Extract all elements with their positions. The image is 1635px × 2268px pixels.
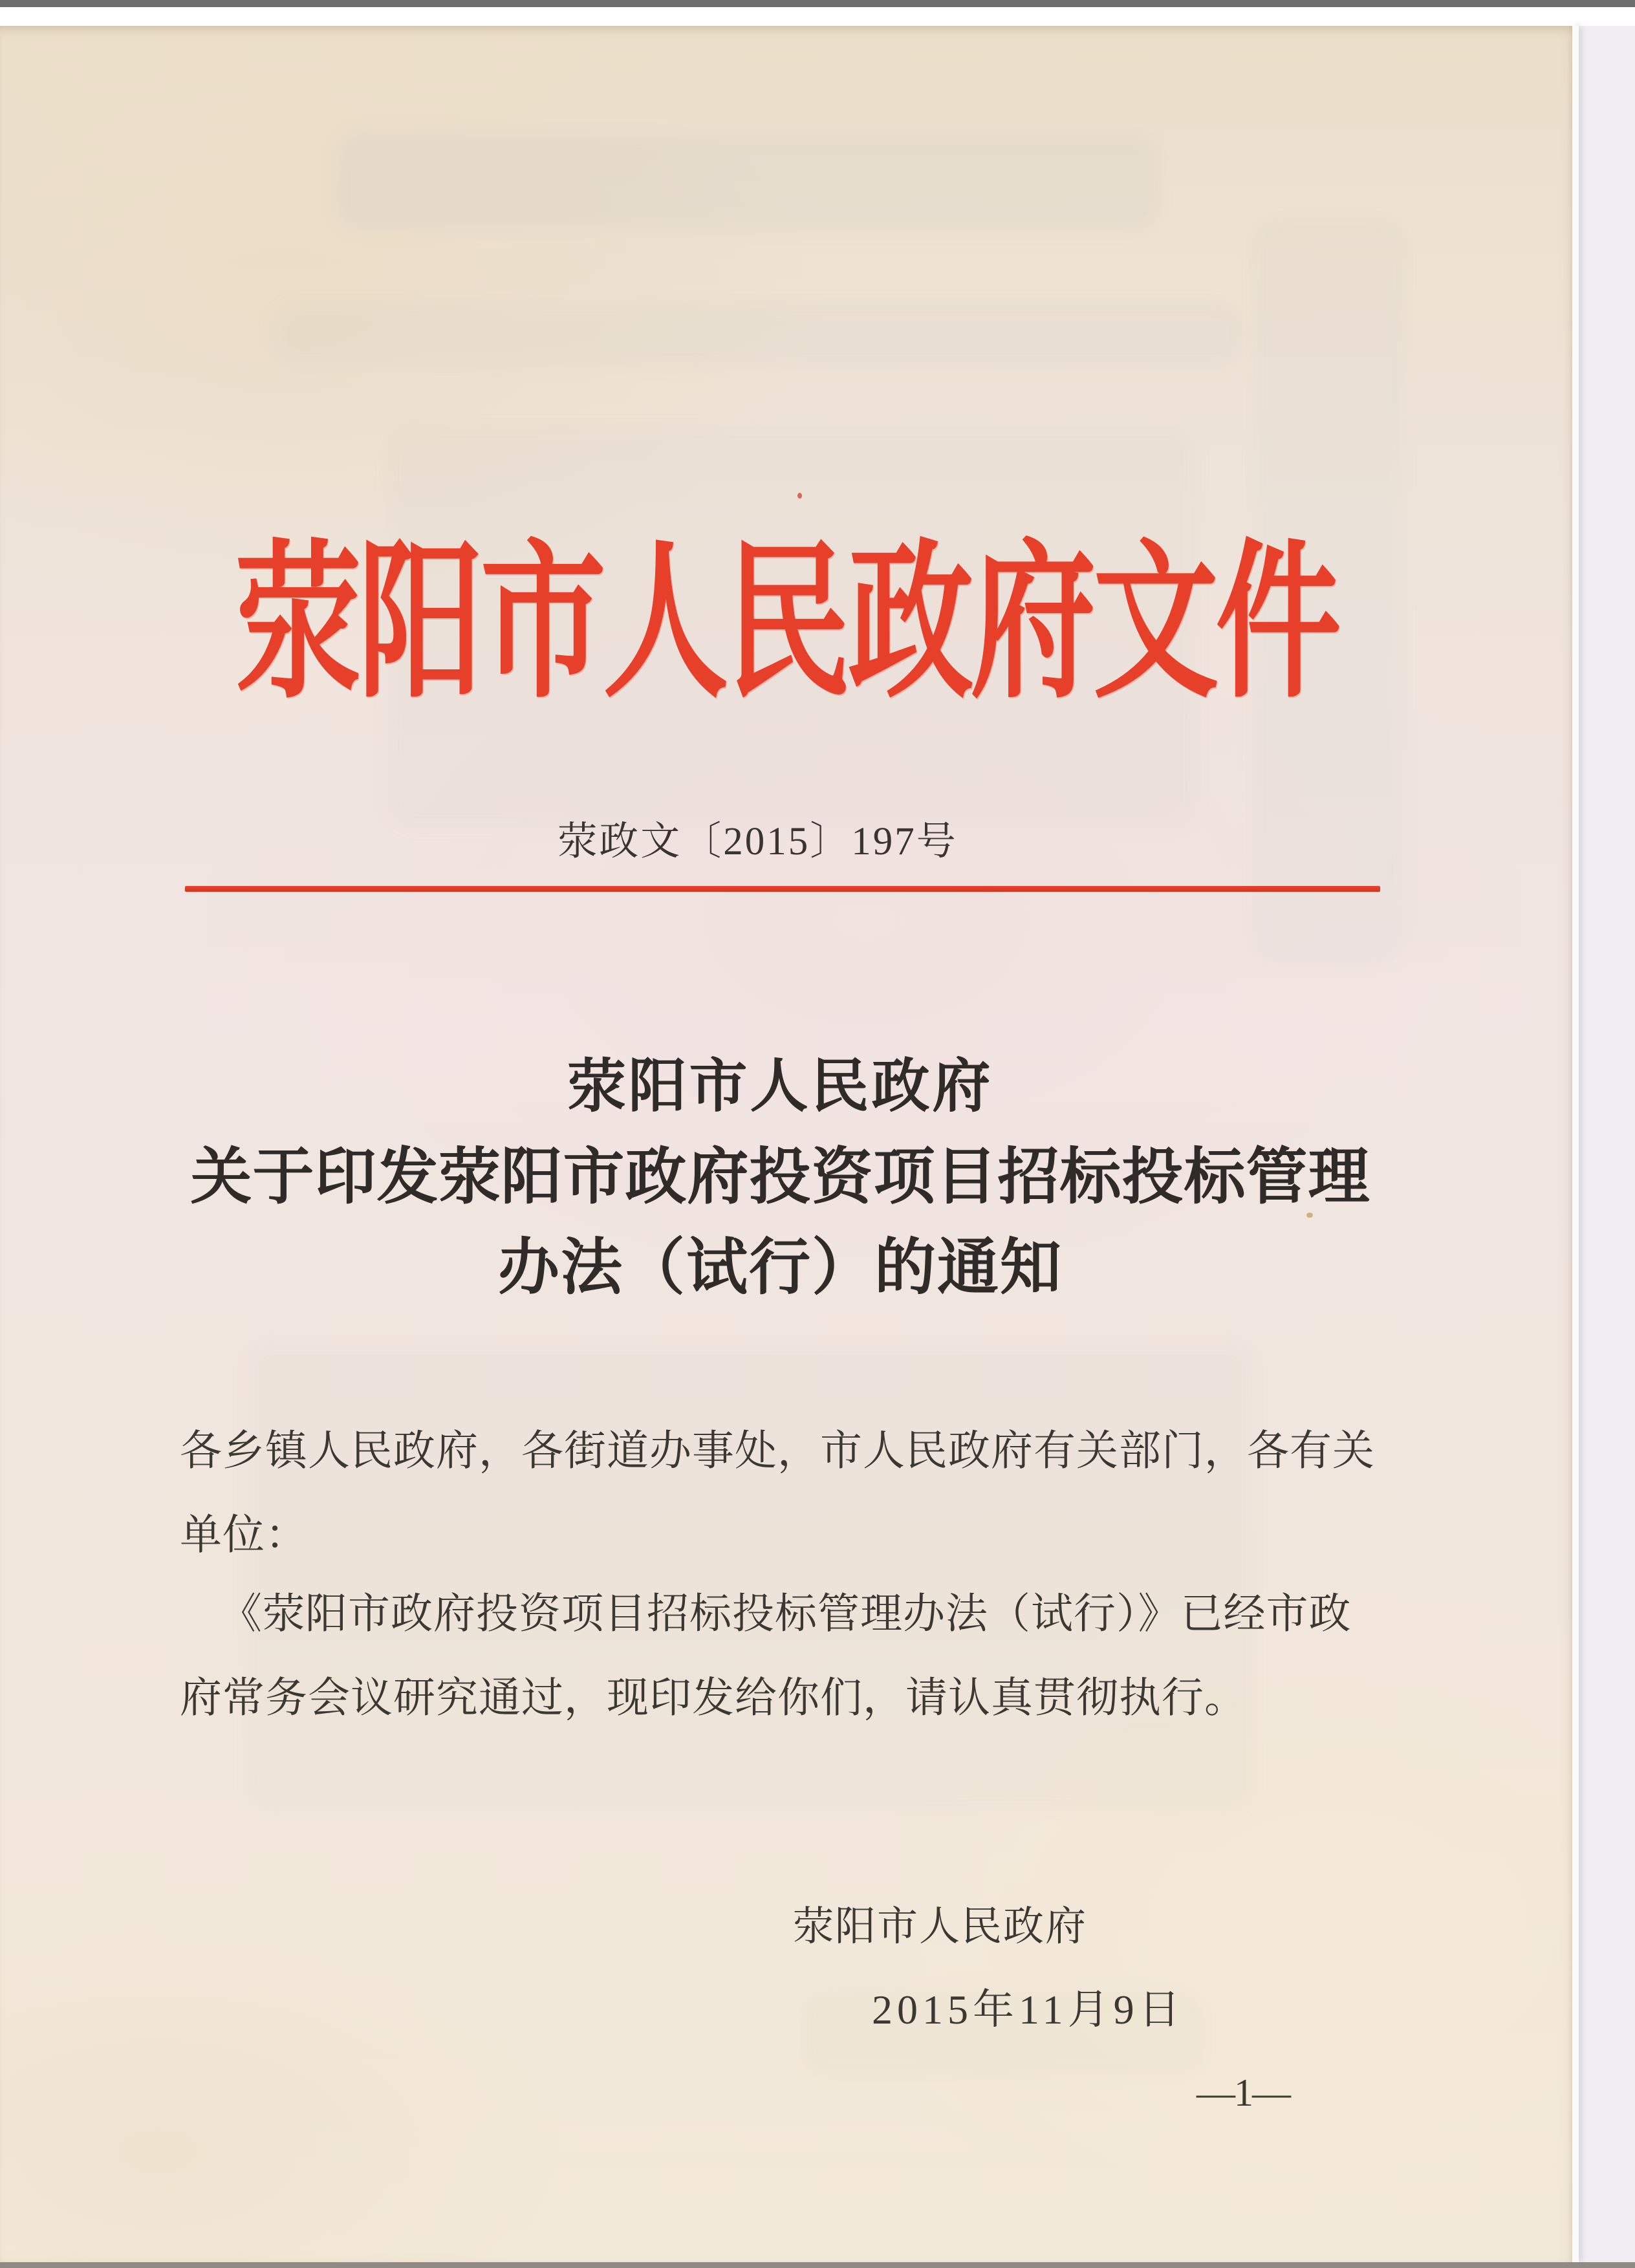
bleedthrough-ghost — [246, 1345, 1255, 1811]
page-number: —1— — [1196, 2071, 1290, 2114]
bleedthrough-ghost — [272, 304, 1242, 365]
notice-title-line-3: 办法（试行）的通知 — [497, 1233, 1063, 1302]
body-line: 府常务会议研究通过，现印发给你们，请认真贯彻执行。 — [180, 1675, 1248, 1722]
issue-date: 2015年11月9日 — [872, 1987, 1185, 2033]
red-separator-line — [185, 886, 1380, 892]
notice-title-line-1: 荥阳市人民政府 — [567, 1055, 993, 1119]
paper-right-edge — [1572, 26, 1579, 2262]
masthead-title: 荥阳市人民政府文件 — [235, 530, 1338, 718]
document-number: 荥政文〔2015〕197号 — [558, 820, 958, 863]
notice-title — [0, 1042, 1567, 1313]
issuer-signature: 荥阳市人民政府 — [793, 1904, 1087, 1949]
scanner-top-edge — [0, 0, 1635, 7]
body-line: 各乡镇人民政府，各街道办事处，市人民政府有关部门，各有关 — [180, 1428, 1376, 1474]
notice-title-line-2: 关于印发荥阳市政府投资项目招标投标管理 — [190, 1143, 1370, 1211]
document-page — [0, 26, 1574, 2262]
body-line: 《荥阳市政府投资项目招标投标管理办法（试行）》已经市政 — [220, 1591, 1352, 1637]
bleedthrough-ghost — [336, 133, 1158, 230]
ink-speck — [797, 493, 802, 499]
scanner-bottom-edge — [0, 2262, 1635, 2268]
scanner-top-gap — [0, 7, 1635, 26]
body-line: 单位： — [180, 1512, 309, 1559]
